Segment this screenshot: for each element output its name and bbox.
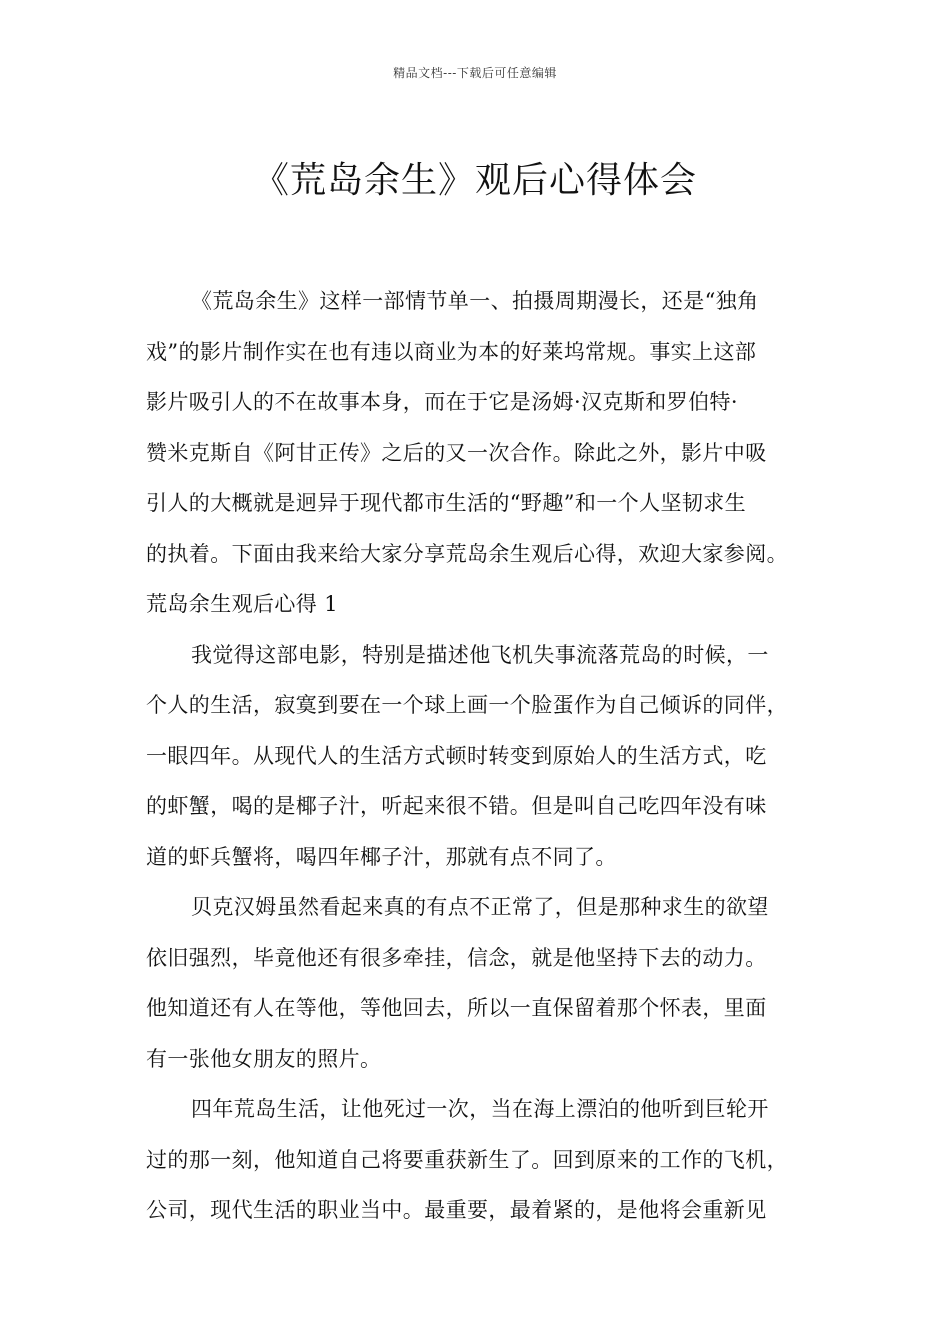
text-line: 荒岛余生观后心得 1 [146,592,339,616]
text-line: 引人的大概就是迥异于现代都市生活的“野趣”和一个人坚韧求生 [146,491,747,515]
text-line: 的虾蟹，喝的是椰子汁，听起来很不错。但是叫自己吃四年没有味 [146,794,767,818]
document-body [146,276,826,1236]
text-line: 他知道还有人在等他，等他回去，所以一直保留着那个怀表，里面 [146,996,767,1020]
text-line: 四年荒岛生活，让他死过一次，当在海上漂泊的他听到巨轮开 [191,1097,769,1121]
text-line: 公司，现代生活的职业当中。最重要，最着紧的，是他将会重新见 [146,1198,767,1222]
header-note: 精品文档---下载后可任意编辑 [393,66,557,80]
text-line: 戏”的影片制作实在也有违以商业为本的好莱坞常规。事实上这部 [146,339,757,364]
text-line: 贝克汉姆虽然看起来真的有点不正常了，但是那种求生的欲望 [191,895,769,919]
text-line: 依旧强烈，毕竟他还有很多牵挂，信念，就是他坚持下去的动力。 [146,945,767,970]
text-line: 影片吸引人的不在故事本身，而在于它是汤姆·汉克斯和罗伯特· [146,390,738,414]
text-line: 一眼四年。从现代人的生活方式顿时转变到原始人的生活方式，吃 [146,743,767,768]
text-line: 有一张他女朋友的照片。 [146,1046,382,1071]
text-line: 我觉得这部电影，特别是描述他飞机失事流落荒岛的时候，一 [191,642,769,667]
page-title: 《荒岛余生》观后心得体会 [252,160,697,202]
text-line: 过的那一刻，他知道自己将要重获新生了。回到原来的工作的飞机， [146,1147,788,1172]
text-line: 赞米克斯自《阿甘正传》之后的又一次合作。除此之外，影片中吸 [146,440,767,465]
text-line: 道的虾兵蟹将，喝四年椰子汁，那就有点不同了。 [146,844,617,869]
text-line: 个人的生活，寂寞到要在一个球上画一个脸蛋作为自己倾诉的同伴， [146,693,788,717]
text-line: 的执着。下面由我来给大家分享荒岛余生观后心得，欢迎大家参阅。 [146,541,788,566]
text-line: 《荒岛余生》这样一部情节单一、拍摄周期漫长，还是“独角 [191,289,759,313]
